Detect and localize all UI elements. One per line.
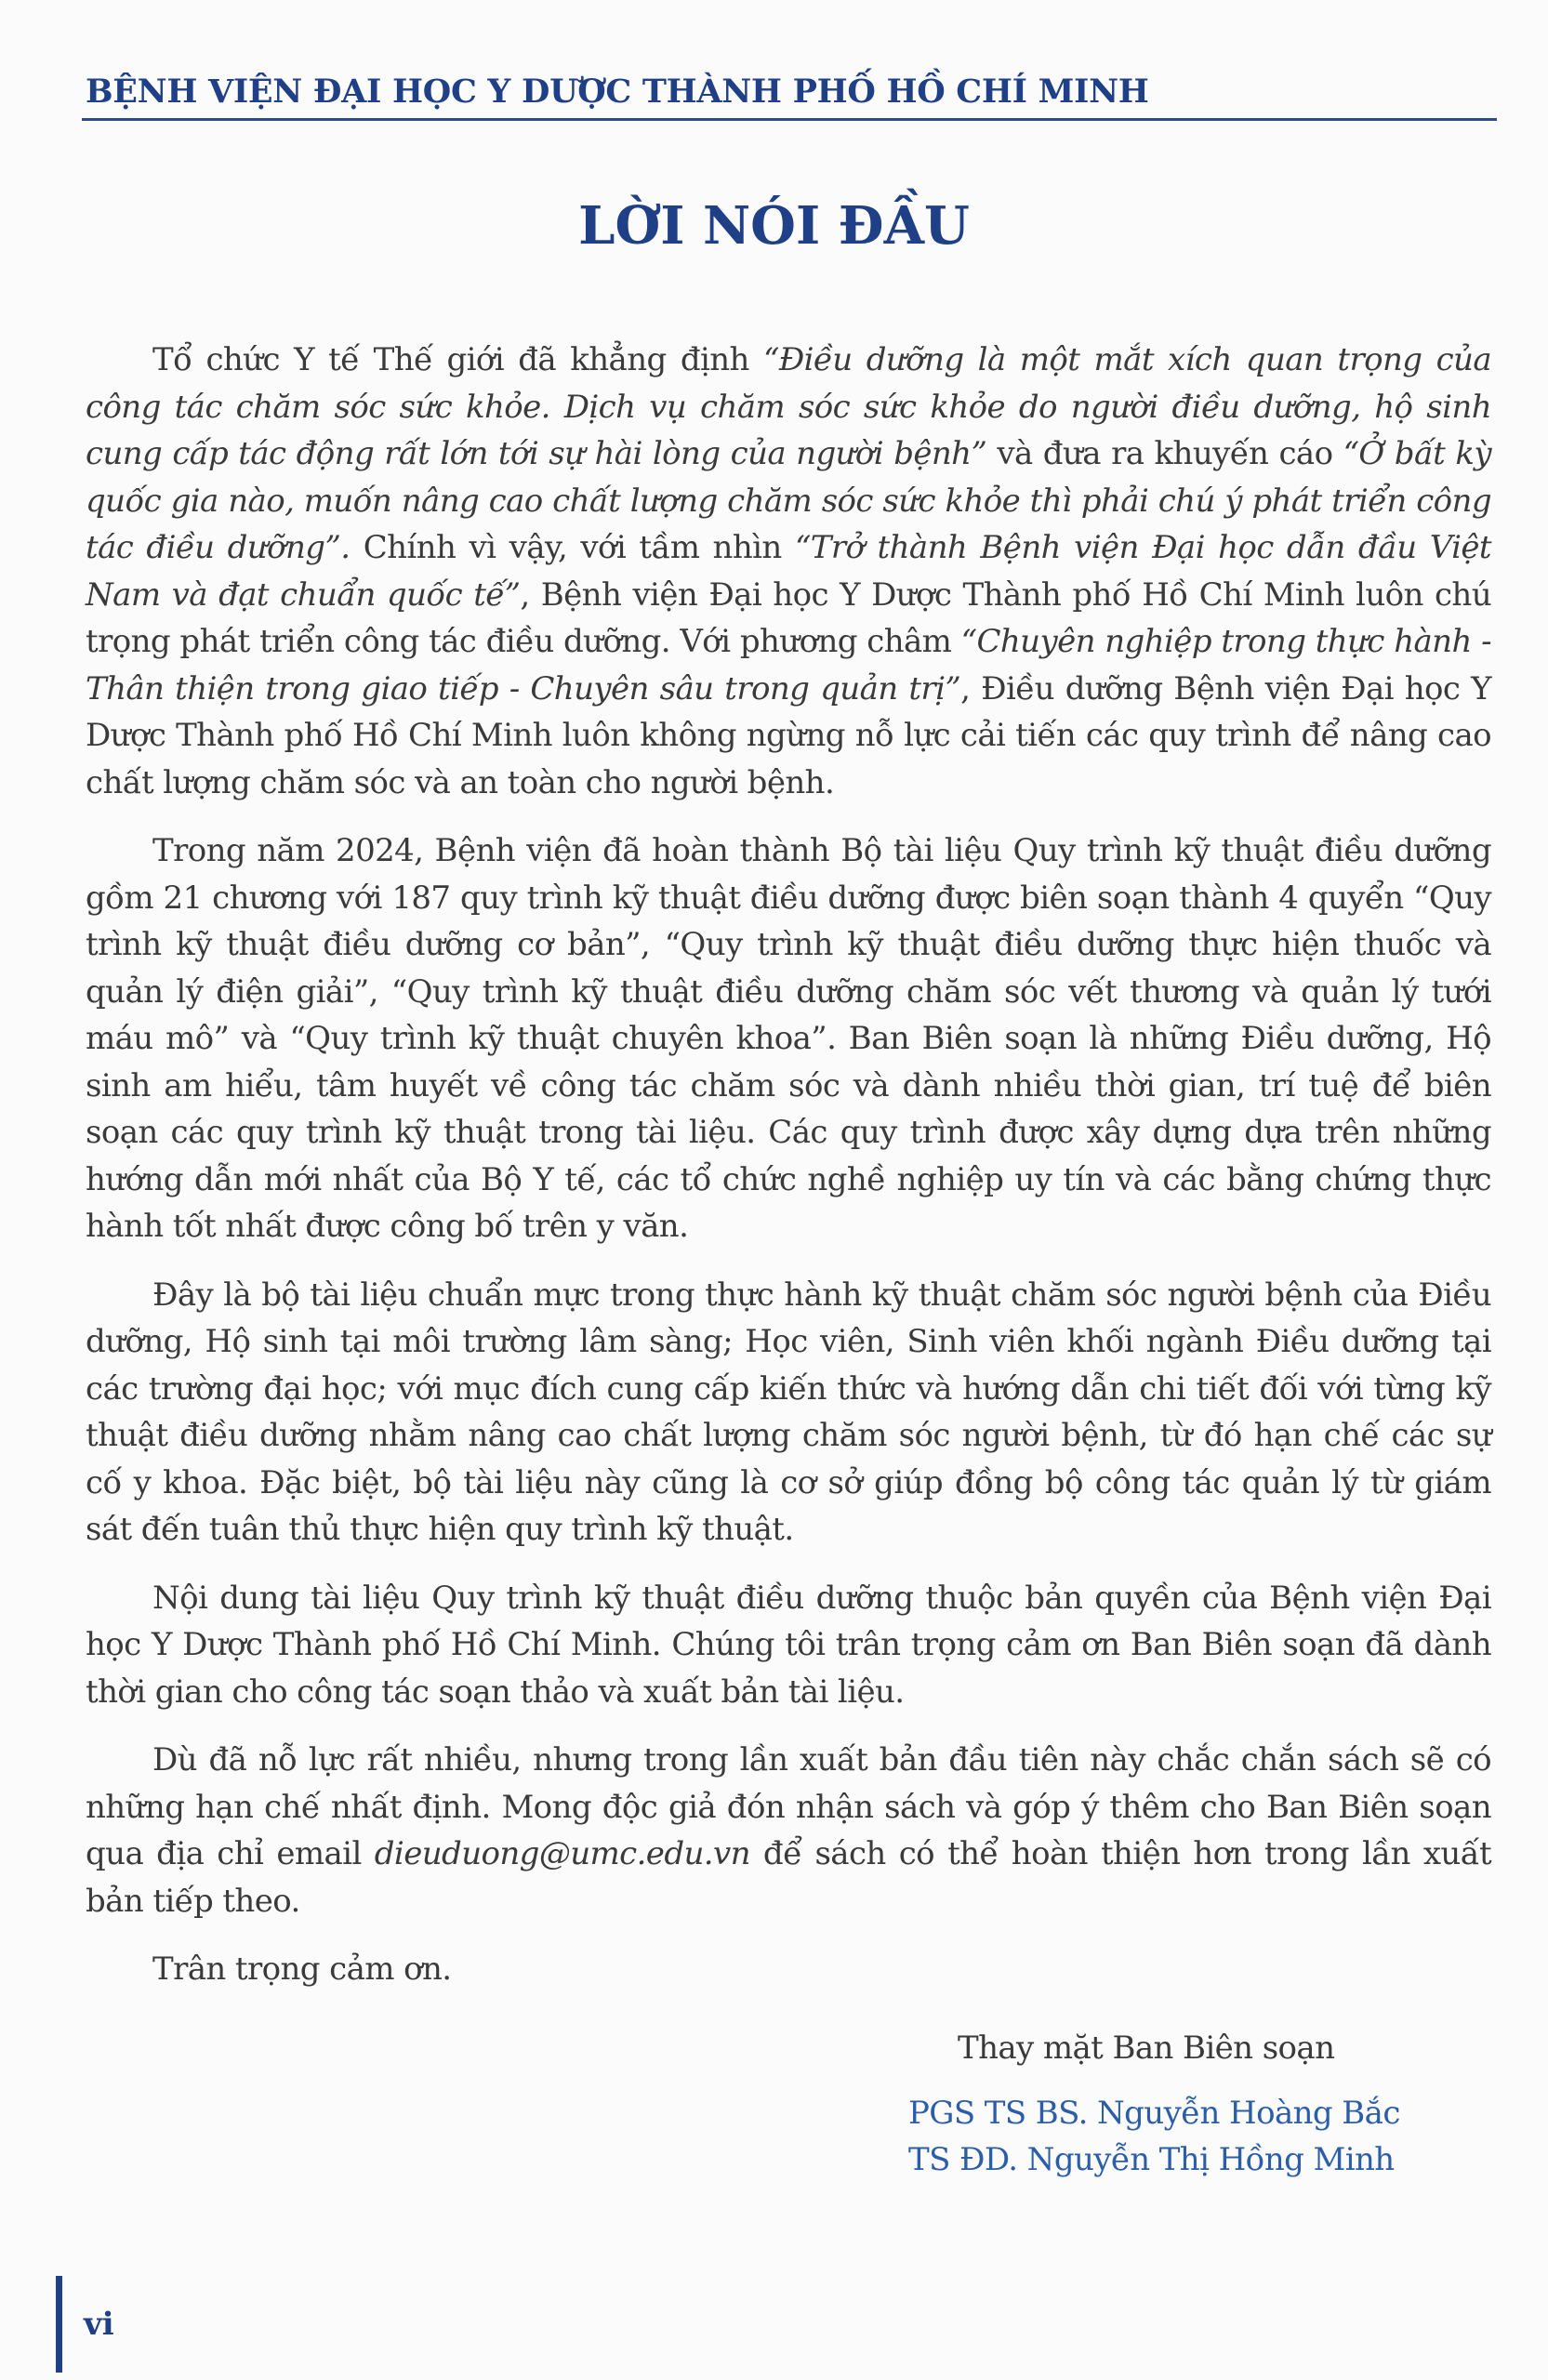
running-header: BỆNH VIỆN ĐẠI HỌC Y DƯỢC THÀNH PHỐ HỒ CHÍ MINH <box>86 73 1149 111</box>
page-number: vi <box>84 2306 114 2343</box>
paragraph-4: Nội dung tài liệu Quy trình kỹ thuật điều dưỡng thuộc bản quyền của Bệnh viện Đại học Y Dược Thành phố Hồ Chí Minh. Chúng tôi trân trọng cảm ơn Ban Biên soạn đã dành thời gian cho công tác soạn thảo và xuất bản tài liệu. <box>86 1579 1491 1711</box>
p1-quote-2: “Ở bất kỳ quốc gia nào, muốn nâng cao chất lượng chăm sóc sức khỏe thì phải chú ý phát triển công tác điều dưỡng”. <box>86 435 1491 566</box>
foreword-body <box>86 337 1491 1993</box>
p1-text-4: , Bệnh viện Đại học Y Dược Thành phố Hồ Chí Minh luôn chú trọng phát triển công tác điều dưỡng. Với phương châm <box>86 575 1492 660</box>
signature-name-2: TS ĐD. Nguyễn Thị Hồng Minh <box>908 2141 1395 2178</box>
page-marker-bar <box>56 2276 62 2373</box>
closing-line: Trân trọng cảm ơn. <box>152 1950 452 1988</box>
page-title: LỜI NÓI ĐẦU <box>578 195 970 257</box>
p1-text-2: và đưa ra khuyến cáo <box>986 435 1343 472</box>
header-divider <box>82 118 1497 121</box>
paragraph-2: Trong năm 2024, Bệnh viện đã hoàn thành Bộ tài liệu Quy trình kỹ thuật điều dưỡng gồm 21 chương với 187 quy trình kỹ thuật điều dưỡng được biên soạn thành 4 quyển “Quy trình kỹ thuật điều dưỡng cơ bản”, “Quy trình kỹ thuật điều dưỡng thực hiện thuốc và quản lý điện giải”, “Quy trình kỹ thuật điều dưỡng chăm sóc vết thương và quản lý tưới máu mô” và “Quy trình kỹ thuật chuyên khoa”. Ban Biên soạn là những Điều dưỡng, Hộ sinh am hiểu, tâm huyết về công tác chăm sóc và dành nhiều thời gian, trí tuệ để biên soạn các quy trình kỹ thuật trong tài liệu. Các quy trình được xây dựng dựa trên những hướng dẫn mới nhất của Bộ Y tế, các tổ chức nghề nghiệp uy tín và các bằng chứng thực hành tốt nhất được công bố trên y văn. <box>86 832 1491 1245</box>
p1-quote-3: “Trở thành Bệnh viện Đại học dẫn đầu Việt Nam và đạt chuẩn quốc tế” <box>86 529 1491 614</box>
signature-role: Thay mặt Ban Biên soạn <box>958 2030 1335 2067</box>
p1-text-3: Chính vì vậy, với tầm nhìn <box>350 529 795 566</box>
p1-text-5: , Điều dưỡng Bệnh viện Đại học Y Dược Thành phố Hồ Chí Minh luôn không ngừng nỗ lực cải tiến các quy trình để nâng cao chất lượng chăm sóc và an toàn cho người bệnh. <box>86 669 1491 801</box>
p1-text-1: Tổ chức Y tế Thế giới đã khẳng định <box>152 341 764 378</box>
paragraph-5 <box>86 1737 1491 1924</box>
p5-text-1: Dù đã nỗ lực rất nhiều, nhưng trong lần xuất bản đầu tiên này chắc chắn sách sẽ có những hạn chế nhất định. Mong độc giả đón nhận sách và góp ý thêm cho Ban Biên soạn qua địa chỉ email <box>86 1741 1491 1872</box>
paragraph-1 <box>86 337 1491 806</box>
paragraph-3: Đây là bộ tài liệu chuẩn mực trong thực hành kỹ thuật chăm sóc người bệnh của Điều dưỡng, Hộ sinh tại môi trường lâm sàng; Học viên, Sinh viên khối ngành Điều dưỡng tại các trường đại học; với mục đích cung cấp kiến thức và hướng dẫn chi tiết đối với từng kỹ thuật điều dưỡng nhằm nâng cao chất lượng chăm sóc người bệnh, từ đó hạn chế các sự cố y khoa. Đặc biệt, bộ tài liệu này cũng là cơ sở giúp đồng bộ công tác quản lý từ giám sát đến tuân thủ thực hiện quy trình kỹ thuật. <box>86 1276 1491 1548</box>
p5-text-2: để sách có thể hoàn thiện hơn trong lần xuất bản tiếp theo. <box>86 1835 1492 1920</box>
p1-quote-1: “Điều dưỡng là một mắt xích quan trọng của công tác chăm sóc sức khỏe. Dịch vụ chăm sóc sức khỏe do người điều dưỡng, hộ sinh cung cấp tác động rất lớn tới sự hài lòng của người bệnh” <box>86 341 1492 472</box>
signature-block <box>908 2025 1400 2183</box>
email-link[interactable]: dieuduong@umc.edu.vn <box>374 1835 750 1872</box>
p1-quote-4: “Chuyên nghiệp trong thực hành - Thân thiện trong giao tiếp - Chuyên sâu trong quản trị” <box>86 623 1491 707</box>
signature-name-1: PGS TS BS. Nguyễn Hoàng Bắc <box>908 2095 1400 2132</box>
